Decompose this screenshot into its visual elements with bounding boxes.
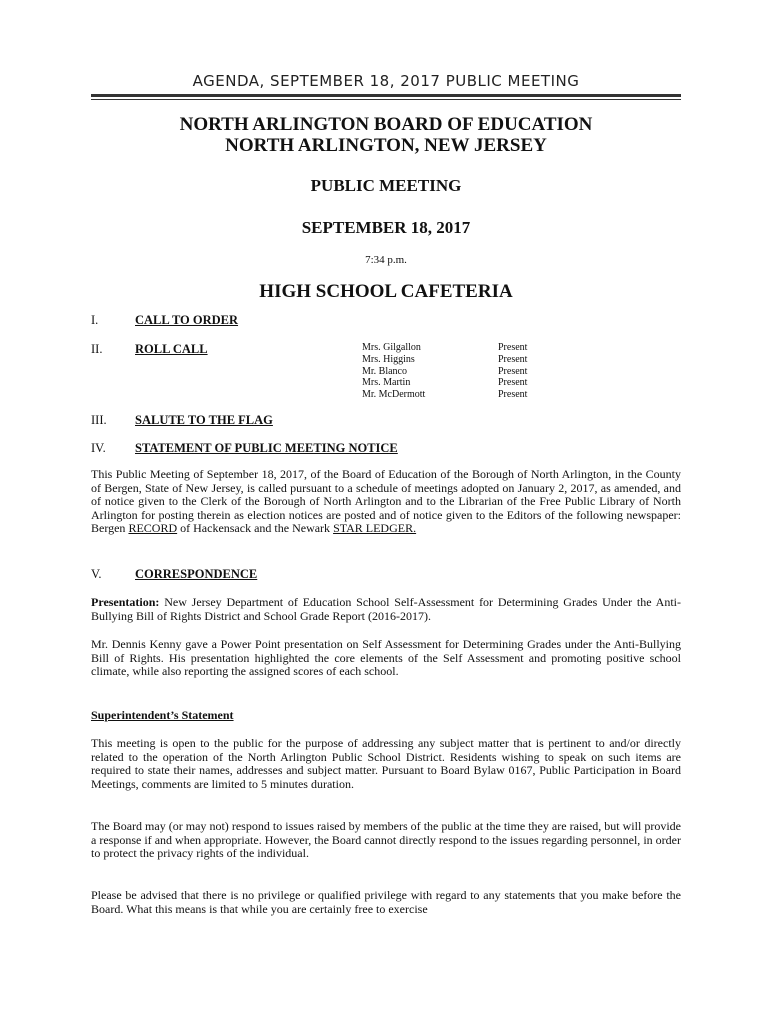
presentation-paragraph: Presentation: New Jersey Department of Education School Self-Assessment for Determining Grades Under the Anti-Bullying Bill of Rights District and School Grade Report (2016-2017). (91, 595, 681, 623)
roll-call-row: Mrs. Gilgallon Present (362, 342, 528, 353)
item-heading: CORRESPONDENCE (135, 567, 258, 581)
board-title-line2: NORTH ARLINGTON, NEW JERSEY (225, 135, 547, 156)
item-heading: SALUTE TO THE FLAG (135, 413, 273, 427)
board-title-line1: NORTH ARLINGTON BOARD OF EDUCATION (179, 114, 593, 135)
board-title (91, 114, 681, 156)
superintendent-paragraph-2: The Board may (or may not) respond to issues raised by members of the public at the time they are raised, but will provide a response if and when appropriate. However, the Board cannot directly respond to the issues regarding personnel, in order to protect the privacy rights of the individual. (91, 819, 681, 861)
roll-call-list (362, 342, 527, 401)
public-meeting-notice-text: This Public Meeting of September 18, 2017, of the Board of Education of the Borough of North Arlington, in the County of Bergen, State of New Jersey, is called pursuant to a schedule of meetings adopted on January 2, 2017, as amended, and of notice given to the Clerk of the Borough of North Arlington and to the Librarian of the Free Public Library of North Arlington for posting therein as election notices are posted and of notice given to the Editors of the following newspaper: Bergen RECORD of Hackensack and the Newark STAR LEDGER. (91, 467, 681, 536)
roll-call-row: Mrs. Martin Present (362, 377, 528, 389)
item-number: V. (91, 567, 102, 581)
item-heading: ROLL CALL (135, 342, 208, 356)
item-number: I. (91, 313, 99, 327)
meeting-type: PUBLIC MEETING (310, 176, 462, 195)
item-heading: CALL TO ORDER (135, 313, 239, 327)
superintendent-paragraph-3: Please be advised that there is no privilege or qualified privilege with regard to any statements that you make before the Board. What this means is that while you are certainly free to exercise (91, 888, 681, 916)
superintendent-paragraph-1: This meeting is open to the public for the purpose of addressing any subject matter that is pertinent to and/or directly related to the operation of the North Arlington Public School District. Residents wishing to speak on such items are required to state their names, addresses and subject matter. Pursuant to Board Bylaw 0167, Public Participation in Board Meetings, comments are limited to 5 minutes duration. (91, 736, 681, 791)
header-rule-thick (91, 94, 681, 97)
item-number: IV. (91, 441, 106, 455)
item-number: III. (91, 413, 107, 427)
kenny-paragraph: Mr. Dennis Kenny gave a Power Point presentation on Self Assessment for Determining Grades under the Anti-Bullying Bill of Rights. His presentation highlighted the core elements of the Self Assessment and promoting positive school climate, while also reporting the assigned scores of each school. (91, 637, 681, 679)
meeting-time: 7:34 p.m. (365, 254, 407, 266)
superintendent-statement-heading: Superintendent’s Statement (91, 708, 234, 722)
meeting-location: HIGH SCHOOL CAFETERIA (259, 281, 513, 302)
meeting-date: SEPTEMBER 18, 2017 (301, 218, 471, 237)
roll-call-row: Mr. McDermott Present (362, 389, 528, 401)
item-number: II. (91, 342, 103, 356)
header-rule-thin (91, 99, 681, 100)
running-header: AGENDA, SEPTEMBER 18, 2017 PUBLIC MEETING (192, 72, 580, 90)
roll-call-row: Mrs. Higgins Present (362, 353, 528, 365)
item-heading: STATEMENT OF PUBLIC MEETING NOTICE (135, 441, 398, 455)
roll-call-row: Mr. Blanco Present (362, 365, 528, 377)
